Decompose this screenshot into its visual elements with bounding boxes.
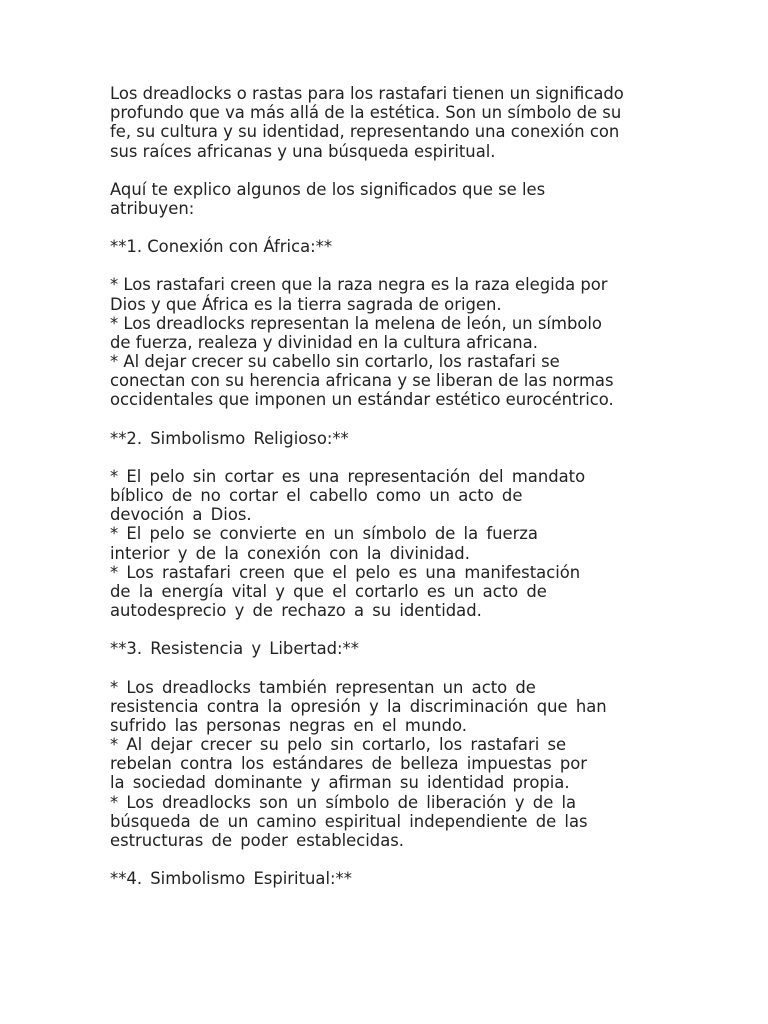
text-line: * El pelo se convierte en un símbolo de la fuerza [110,524,538,544]
section-heading-1 [110,237,670,256]
section-body-3 [110,678,670,851]
text-line: devoción a Dios. [110,505,252,525]
text-line: * Los dreadlocks son un símbolo de liberación y de la [110,792,577,812]
text-line: Dios y que África es la tierra sagrada de origen. [110,294,502,314]
text-line: sus raíces africanas y una búsqueda espiritual. [110,141,496,161]
section-body-1 [110,275,670,409]
text-line: * Al dejar crecer su cabello sin cortarlo, los rastafari se [110,352,560,372]
text-line: profundo que va más allá de la estética. Son un símbolo de su [110,103,622,123]
heading-line: **4. Simbolismo Espiritual:** [110,869,352,889]
text-line: * Los dreadlocks representan la melena de león, un símbolo [110,313,602,333]
text-line: * Los dreadlocks también representan un acto de [110,677,536,697]
document-page [110,84,670,907]
section-heading-3 [110,639,670,658]
text-line: estructuras de poder establecidas. [110,831,405,850]
text-line: rebelan contra los estándares de belleza impuestas por [110,754,588,774]
text-line: * El pelo sin cortar es una representación del mandato [110,466,586,486]
text-line: de fuerza, realeza y divinidad en la cultura africana. [110,332,538,352]
text-line: * Los rastafari creen que el pelo es una manifestación [110,562,581,582]
intro-paragraph [110,84,670,161]
text-line: búsqueda de un camino espiritual independiente de las [110,811,588,831]
text-line: occidentales que imponen un estándar estético eurocéntrico. [110,390,614,410]
text-line: * Al dejar crecer su pelo sin cortarlo, los rastafari se [110,735,567,755]
section-body-2 [110,467,670,621]
heading-line: **2. Simbolismo Religioso:** [110,428,349,448]
text-line: resistencia contra la opresión y la discriminación que han [110,696,607,716]
section-heading-2 [110,429,670,448]
heading-line: **3. Resistencia y Libertad:** [110,639,359,659]
text-line: conectan con su herencia africana y se liberan de las normas [110,371,614,391]
heading-line: **1. Conexión con África:** [110,237,333,257]
text-line: de la energía vital y que el cortarlo es un acto de [110,581,547,601]
text-line: Aquí te explico algunos de los significados que se les [110,179,546,199]
text-line: atribuyen: [110,198,195,218]
text-line: Los dreadlocks o rastas para los rastafari tienen un significado [110,84,624,103]
text-line: la sociedad dominante y afirman su identidad propia. [110,773,570,793]
text-line: sufrido las personas negras en el mundo. [110,715,467,735]
text-line: interior y de la conexión con la divinidad. [110,543,470,563]
text-line: bíblico de no cortar el cabello como un acto de [110,486,523,505]
section-heading-4 [110,869,670,888]
text-line: * Los rastafari creen que la raza negra es la raza elegida por [110,275,608,295]
text-line: fe, su cultura y su identidad, representando una conexión con [110,122,620,142]
explanation-paragraph [110,180,670,218]
text-line: autodesprecio y de rechazo a su identidad. [110,601,482,621]
